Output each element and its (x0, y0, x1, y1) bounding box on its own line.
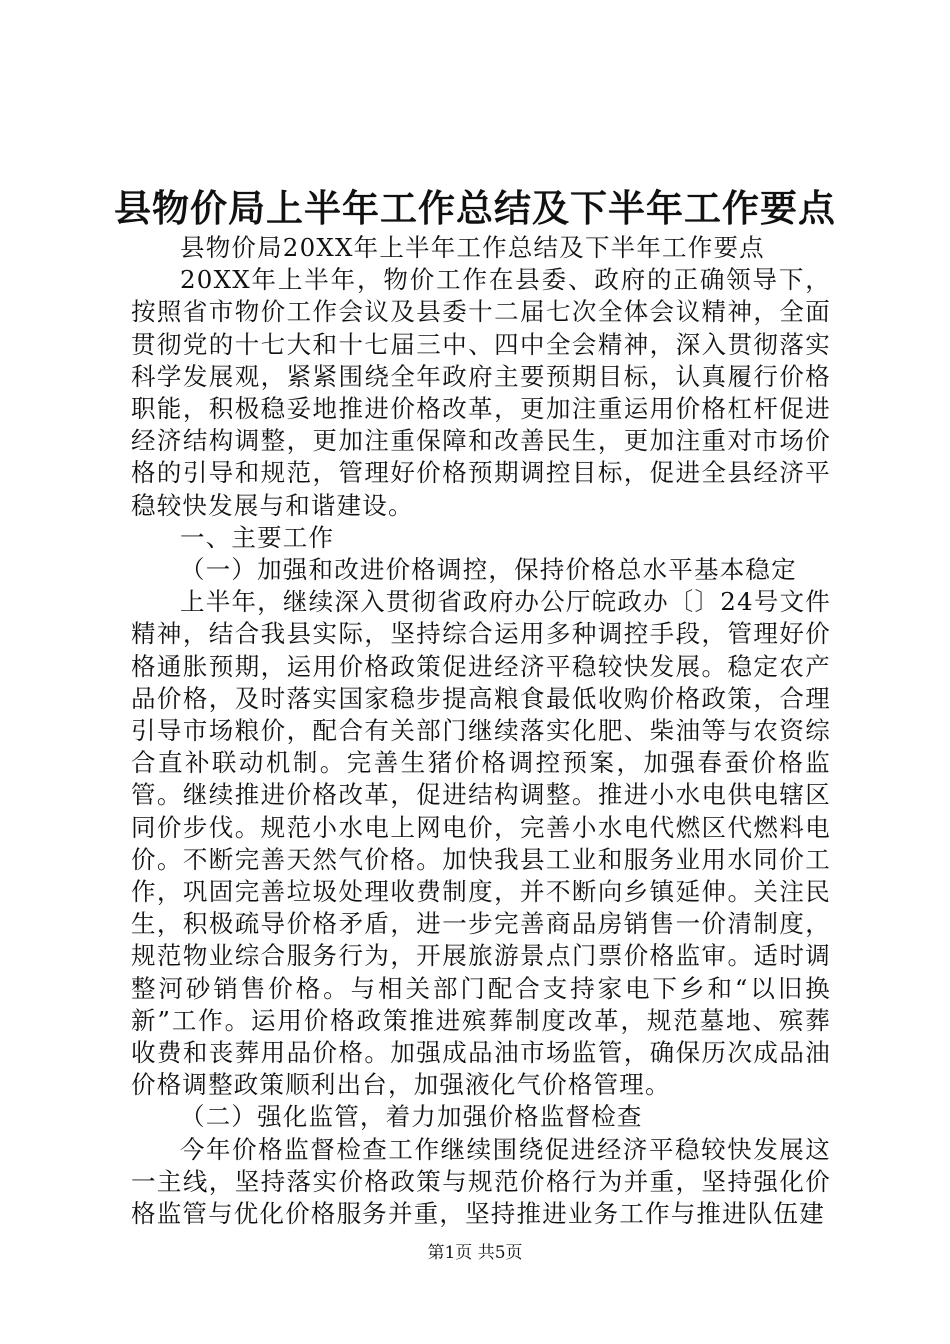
document-title: 县物价局上半年工作总结及下半年工作要点 (114, 186, 836, 230)
subsection-2-paragraph: 今年价格监督检查工作继续围绕促进经济平稳较快发展这一主线，坚持落实价格政策与规范价格行为并重，坚持强化价格监管与优化价格服务并重，坚持推进业务工作与推进队伍建 (131, 1134, 831, 1229)
subsection-heading-1: （一）加强和改进价格调控，保持价格总水平基本稳定 (180, 555, 797, 585)
subsection-heading-2: （二）强化监管，着力加强价格监督检查 (180, 1102, 643, 1132)
subsection-1-paragraph: 上半年，继续深入贯彻省政府办公厅皖政办〔〕24号文件精神，结合我县实际，坚持综合运用多种调控手段，管理好价格通胀预期，运用价格政策促进经济平稳较快发展。稳定农产品价格，及时落实国家稳步提高粮食最低收购价格政策，合理引导市场粮价，配合有关部门继续落实化肥、柴油等与农资综合直补联动机制。完善生猪价格调控预案，加强春蚕价格监管。继续推进价格改革，促进结构调整。推进小水电供电辖区同价步伐。规范小水电上网电价，完善小水电代燃区代燃料电价。不断完善天然气价格。加快我县工业和服务业用水同价工作，巩固完善垃圾处理收费制度，并不断向乡镇延伸。关注民生，积极疏导价格矛盾，进一步完善商品房销售一价清制度，规范物业综合服务行为，开展旅游景点门票价格监审。适时调整河砂销售价格。与相关部门配合支持家电下乡和“以旧换新”工作。运用价格政策推进殡葬制度改革，规范墓地、殡葬收费和丧葬用品价格。加强成品油市场监管，确保历次成品油价格调整政策顺利出台，加强液化气价格管理。 (131, 587, 831, 1100)
intro-paragraph: 20XX年上半年，物价工作在县委、政府的正确领导下，按照省市物价工作会议及县委十二届七次全体会议精神，全面贯彻党的十七大和十七届三中、四中全会精神，深入贯彻落实科学发展观，紧紧围绕全年政府主要预期目标，认真履行价格职能，积极稳妥地推进价格改革，更加注重运用价格杠杆促进经济结构调整，更加注重保障和改善民生，更加注重对市场价格的引导和规范，管理好价格预期调控目标，促进全县经济平稳较快发展与和谐建设。 (131, 265, 831, 520)
document-body (131, 232, 831, 1230)
subtitle-paragraph: 县物价局20XX年上半年工作总结及下半年工作要点 (180, 233, 765, 262)
page-number-footer: 第1页 共5页 (427, 1243, 523, 1263)
section-heading-main-work: 一、主要工作 (180, 522, 335, 552)
